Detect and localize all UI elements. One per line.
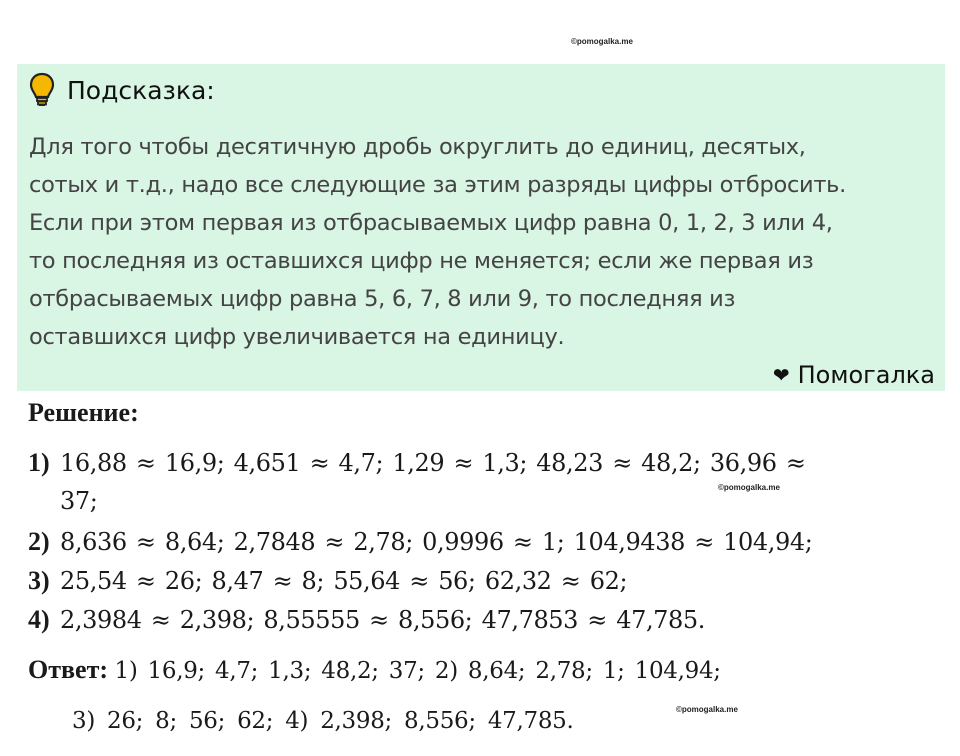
row-expression: 37; [60, 487, 98, 515]
answer-line-1 [28, 655, 721, 685]
row-number: 4) [28, 605, 50, 634]
hint-line: сотых и т.д., надо все следующие за этим разряды цифры отбросить. [29, 172, 846, 198]
heart-icon: ❤ [772, 363, 790, 387]
row-expression: 2,3984 ≈ 2,398; 8,55555 ≈ 8,556; 47,7853 ≈ 47,785. [60, 606, 706, 634]
hint-box [17, 64, 945, 391]
solution-row-2 [28, 527, 812, 557]
solution-row-4 [28, 605, 705, 635]
row-expression: 25,54 ≈ 26; 8,47 ≈ 8; 55,64 ≈ 56; 62,32 ≈ 62; [60, 567, 628, 595]
row-number: 2) [28, 527, 50, 556]
answer-line-2: 3) 26; 8; 56; 62; 4) 2,398; 8,556; 47,785. [72, 708, 574, 734]
solution-row-1-continuation [28, 486, 97, 515]
hint-line: оставшихся цифр увеличивается на единицу. [29, 324, 565, 350]
watermark-middle: ©pomogalka.me [718, 483, 780, 492]
solution-row-3 [28, 566, 627, 596]
hint-line: то последняя из оставшихся цифр не меняется; если же первая из [29, 248, 814, 274]
lightbulb-icon [29, 72, 55, 108]
hint-line: Если при этом первая из отбрасываемых цифр равна 0, 1, 2, 3 или 4, [29, 210, 833, 236]
solution-title: Решение: [28, 398, 139, 427]
hint-line: Для того чтобы десятичную дробь округлить до единиц, десятых, [29, 134, 806, 160]
hint-line: отбрасываемых цифр равна 5, 6, 7, 8 или 9, то последняя из [29, 286, 736, 312]
brand-label: Помогалка [797, 361, 935, 389]
row-number: 3) [28, 566, 50, 595]
hint-header [29, 72, 215, 108]
row-expression: 16,88 ≈ 16,9; 4,651 ≈ 4,7; 1,29 ≈ 1,3; 48,23 ≈ 48,2; 36,96 ≈ [60, 449, 806, 477]
row-expression: 8,636 ≈ 8,64; 2,7848 ≈ 2,78; 0,9996 ≈ 1; 104,9438 ≈ 104,94; [60, 528, 813, 556]
answer-label: Ответ: [28, 655, 109, 684]
hint-text [29, 128, 939, 356]
watermark-bottom: ©pomogalka.me [676, 705, 738, 714]
row-number: 1) [28, 448, 50, 477]
watermark-top: ©pomogalka.me [571, 37, 633, 46]
hint-title: Подсказка: [67, 75, 215, 105]
brand-link[interactable] [773, 361, 935, 389]
solution-row-1 [28, 448, 806, 478]
answer-values: 1) 16,9; 4,7; 1,3; 48,2; 37; 2) 8,64; 2,78; 1; 104,94; [114, 658, 721, 684]
